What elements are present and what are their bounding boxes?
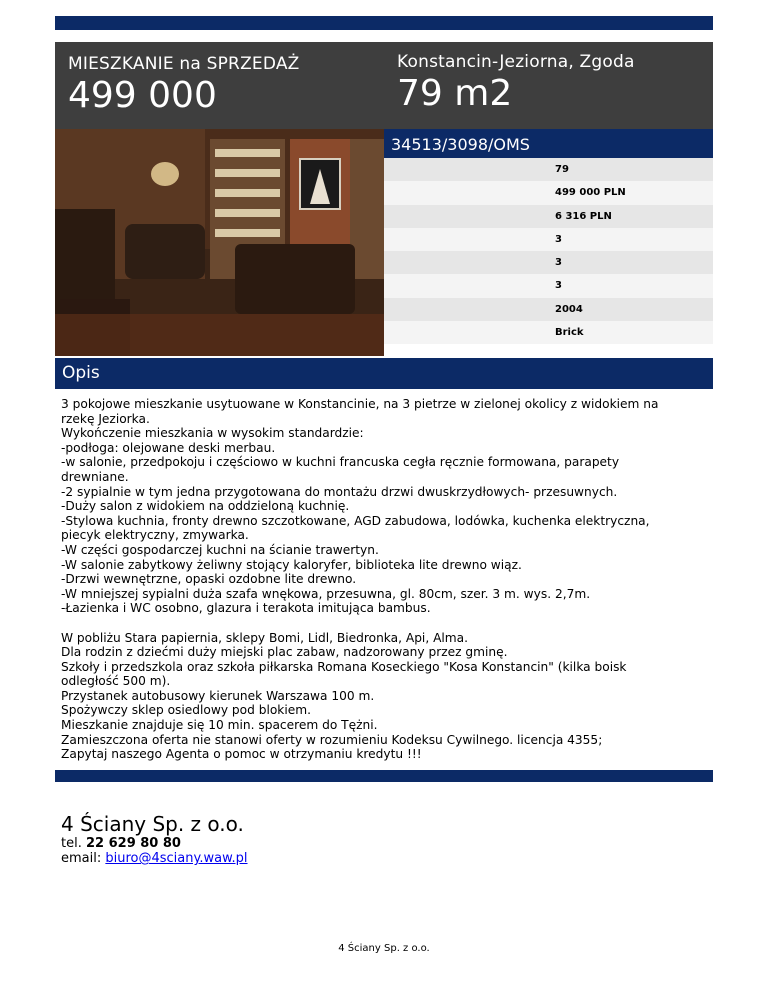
detail-rooms: 3 (384, 228, 713, 251)
phone-label: tel. (61, 836, 82, 851)
description-line: Zamieszczona oferta nie stanowi oferty w rozumieniu Kodeksu Cywilnego. licencja 4355; (61, 732, 603, 747)
section-title-opis: Opis (55, 358, 713, 389)
description-line: Zapytaj naszego Agenta o pomoc w otrzymaniu kredytu !!! (61, 747, 422, 762)
description-line: -2 sypialnie w tym jedna przygotowana do montażu drzwi dwuskrzydłowych- przesuwnych. (61, 484, 618, 499)
listing-location: Konstancin-Jeziorna, Zgoda (397, 52, 635, 72)
email-line (61, 851, 248, 866)
description-line: -Duży salon z widokiem na oddzieloną kuchnię. (61, 499, 350, 514)
detail-price-per-m2: 6 316 PLN (384, 205, 713, 228)
description-line: -W części gospodarczej kuchni na ścianie trawertyn. (61, 542, 379, 557)
description-line: Przystanek autobusowy kierunek Warszawa 100 m. (61, 688, 375, 703)
description-line: odległość 500 m). (61, 674, 171, 689)
detail-area: 79 (384, 158, 713, 181)
detail-value-5: 3 (384, 274, 713, 297)
description-line: Dla rodzin z dziećmi duży miejski plac zabaw, nadzorowany przez gminę. (61, 645, 508, 660)
listing-area: 79 m2 (397, 73, 513, 114)
page-footer: 4 Ściany Sp. z o.o. (338, 943, 430, 954)
company-name: 4 Ściany Sp. z o.o. (61, 812, 244, 836)
description-line: -Stylowa kuchnia, fronty drewno szczotkowane, AGD zabudowa, lodówka, kuchenka elektryczna, (61, 513, 650, 528)
description-line: piecyk elektryczny, zmywarka. (61, 528, 249, 543)
offer-id: 34513/3098/OMS (384, 129, 713, 158)
description-line: -Łazienka i WC osobno, glazura i terakota imitująca bambus. (61, 601, 431, 616)
phone-line (61, 836, 248, 851)
description-line: Spożywczy sklep osiedlowy pod blokiem. (61, 703, 311, 718)
description-line: Wykończenie mieszkania w wysokim standardzie: (61, 426, 364, 441)
description-line: -W mniejszej sypialni duża szafa wnękowa, przesuwna, gl. 80cm, szer. 3 m. wys. 2,7m. (61, 586, 591, 601)
email-label: email: (61, 851, 102, 866)
divider-bar (55, 770, 713, 782)
company-contact (61, 812, 248, 866)
description-line: -Drzwi wewnętrzne, opaski ozdobne lite drewno. (61, 572, 357, 587)
description-line: W pobliżu Stara papiernia, sklepy Bomi, Lidl, Biedronka, Api, Alma. (61, 630, 469, 645)
description-line: -w salonie, przedpokoju i częściowo w kuchni francuska cegła ręcznie formowana, parapety (61, 455, 620, 470)
detail-value-4: 3 (384, 251, 713, 274)
top-accent-bar (55, 16, 713, 30)
property-photo (55, 129, 384, 356)
description-line: -W salonie zabytkowy żeliwny stojący kaloryfer, biblioteka lite drewno wiąz. (61, 557, 522, 572)
description-line: drewniane. (61, 469, 129, 484)
detail-price: 499 000 PLN (384, 181, 713, 204)
description-line: Szkoły i przedszkola oraz szkoła piłkarska Romana Koseckiego "Kosa Konstancin" (kilka boisk (61, 659, 627, 674)
listing-price: 499 000 (68, 75, 217, 116)
detail-year-built: 2004 (384, 298, 713, 321)
listing-type: MIESZKANIE na SPRZEDAŻ (68, 54, 300, 74)
phone-number: 22 629 80 80 (85, 836, 181, 851)
description (61, 397, 707, 762)
detail-building-material: Brick (384, 321, 713, 344)
description-line: -podłoga: olejowane deski merbau. (61, 440, 276, 455)
listing-header (55, 42, 713, 129)
description-line: rzekę Jeziorka. (61, 411, 150, 426)
description-line: 3 pokojowe mieszkanie usytuowane w Konstancinie, na 3 pietrze w zielonej okolicy z widokiem na (61, 397, 659, 411)
email-link[interactable]: biuro@4sciany.waw.pl (105, 851, 248, 866)
details-table (384, 158, 713, 344)
paragraph-gap (61, 616, 707, 631)
description-line: Mieszkanie znajduje się 10 min. spacerem do Tężni. (61, 718, 378, 733)
